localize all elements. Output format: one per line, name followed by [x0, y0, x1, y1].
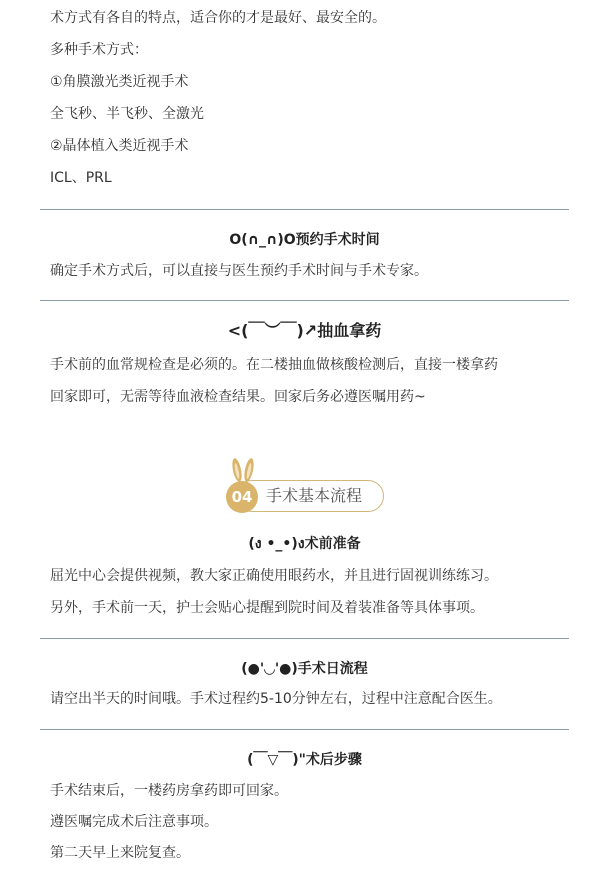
section-title: 手术基本流程 [266, 486, 363, 505]
after-line: 遵医嘱完成术后注意事项。 [50, 814, 218, 830]
intro-line: ①角膜激光类近视手术 [50, 74, 189, 90]
section-number: 04 [226, 481, 258, 513]
section-badge [224, 456, 386, 516]
after-line: 手术结束后，一楼药房拿药即可回家。 [50, 783, 288, 799]
divider [40, 300, 569, 301]
surgery-day-line: 请空出半天的时间哦。手术过程约5-10分钟左右，过程中注意配合医生。 [50, 691, 502, 707]
intro-line: 多种手术方式： [50, 42, 148, 58]
blood-line: 回家即可，无需等待血液检查结果。回家后务必遵医嘱用药~ [50, 389, 426, 405]
prep-line: 另外，手术前一天，护士会贴心提醒到院时间及着装准备等具体事项。 [50, 600, 484, 616]
prep-heading: (ง •_•)ง术前准备 [248, 536, 361, 552]
intro-line: 术方式有各自的特点，适合你的才是最好、最安全的。 [50, 10, 386, 26]
appointment-line: 确定手术方式后，可以直接与医生预约手术时间与手术专家。 [50, 263, 428, 279]
intro-line: ②晶体植入类近视手术 [50, 138, 189, 154]
intro-line: 全飞秒、半飞秒、全激光 [50, 106, 204, 122]
surgery-day-heading: (●'◡'●)手术日流程 [241, 661, 368, 677]
blood-heading: <(￣︶￣)↗抽血拿药 [227, 321, 382, 340]
after-line: 第二天早上来院复查。 [50, 845, 190, 861]
divider [40, 638, 569, 639]
after-heading: (￣▽￣)"术后步骤 [247, 752, 362, 768]
prep-line: 屈光中心会提供视频，教大家正确使用眼药水，并且进行固视训练练习。 [50, 568, 498, 584]
appointment-heading: O(∩_∩)O预约手术时间 [229, 232, 380, 248]
divider [40, 209, 569, 210]
blood-line: 手术前的血常规检查是必须的。在二楼抽血做核酸检测后，直接一楼拿药 [50, 357, 498, 373]
divider [40, 729, 569, 730]
intro-line: ICL、PRL [50, 170, 112, 186]
